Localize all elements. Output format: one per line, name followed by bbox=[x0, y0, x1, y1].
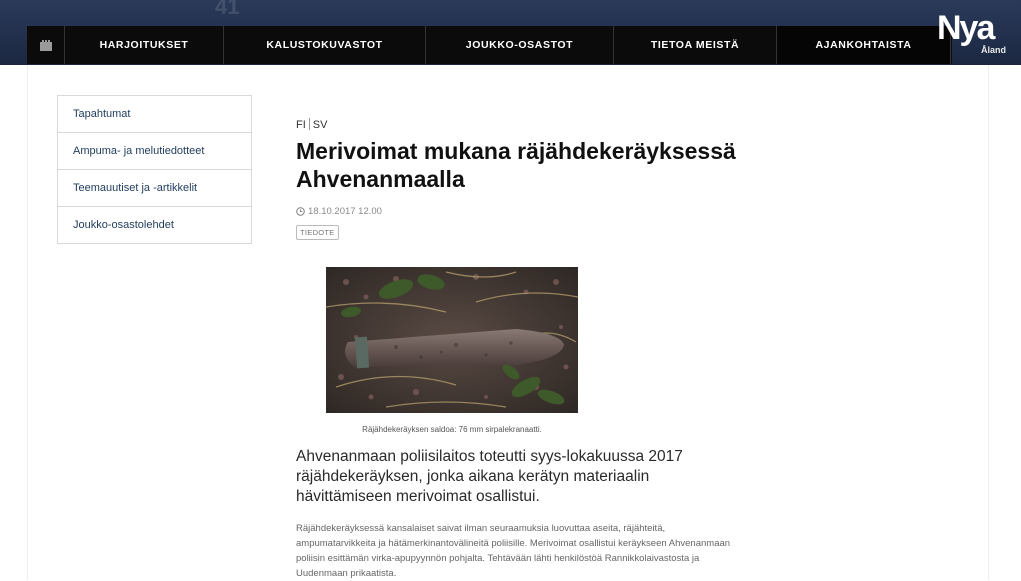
nya-aland-logo[interactable] bbox=[937, 8, 1017, 58]
logo-main-text: Nya bbox=[937, 9, 994, 47]
banner-ghost-text: 41 bbox=[215, 0, 240, 19]
page-border-right bbox=[988, 65, 989, 580]
image-caption: Räjähdekeräyksen saldoa: 76 mm sirpalekranaatti. bbox=[362, 425, 542, 434]
nav-item-tietoa-meista[interactable]: TIETOA MEISTÄ bbox=[614, 26, 777, 64]
page-border-left bbox=[27, 65, 28, 580]
language-link-fi[interactable]: FI bbox=[296, 119, 306, 131]
sidebar-item-joukko-osastolehdet[interactable]: Joukko-osastolehdet bbox=[73, 219, 174, 231]
sidebar-item-teemauutiset[interactable]: Teemauutiset ja -artikkelit bbox=[58, 170, 251, 207]
language-divider bbox=[309, 118, 310, 130]
article-tag[interactable]: TIEDOTE bbox=[296, 225, 339, 240]
grenade-photo bbox=[326, 267, 578, 413]
language-switcher bbox=[296, 118, 327, 131]
article-title: Merivoimat mukana räjähdekeräyksessä Ahvenanmaalla bbox=[296, 138, 736, 192]
nav-item-joukko-osastot[interactable]: JOUKKO-OSASTOT bbox=[426, 26, 614, 64]
main-nav bbox=[27, 26, 952, 64]
article-date bbox=[296, 206, 382, 217]
home-button[interactable] bbox=[27, 26, 65, 64]
logo-sub-text: Åland bbox=[981, 45, 1007, 55]
article-date-text: 18.10.2017 12.00 bbox=[308, 206, 382, 217]
nav-item-ajankohtaista[interactable]: AJANKOHTAISTA bbox=[777, 26, 951, 64]
nav-item-harjoitukset[interactable]: HARJOITUKSET bbox=[65, 26, 224, 64]
sidebar-item-tapahtumat[interactable]: Tapahtumat bbox=[58, 96, 251, 133]
nav-item-kalustokuvastot[interactable]: KALUSTOKUVASTOT bbox=[224, 26, 426, 64]
clock-icon bbox=[296, 207, 305, 216]
sidebar-item-ampuma-ja-melutiedotteet[interactable]: Ampuma- ja melutiedotteet bbox=[58, 133, 251, 170]
sidebar-nav bbox=[57, 95, 252, 244]
castle-icon bbox=[39, 39, 53, 51]
article-body: Räjähdekeräyksessä kansalaiset saivat ilman seuraamuksia luovuttaa aseita, räjähteitä, ampumatarvikkeita ja hätämerkinantovälineitä poliisille. Merivoimat osallistui keräykseen Ahvenanmaan poliisin esittämän virka-apupyynnön pohjalta. Tehtävään lähti henkilöstöä Rannikkolaivastosta ja Uudenmaan prikaatista. bbox=[296, 523, 731, 579]
article-photo[interactable] bbox=[326, 267, 578, 413]
article-lead: Ahvenanmaan poliisilaitos toteutti syys-lokakuussa 2017 räjähdekeräyksen, jonka aikana kerätyn materiaalin hävittämiseen merivoimat osallistui. bbox=[296, 448, 683, 505]
language-link-sv[interactable]: SV bbox=[312, 119, 328, 131]
